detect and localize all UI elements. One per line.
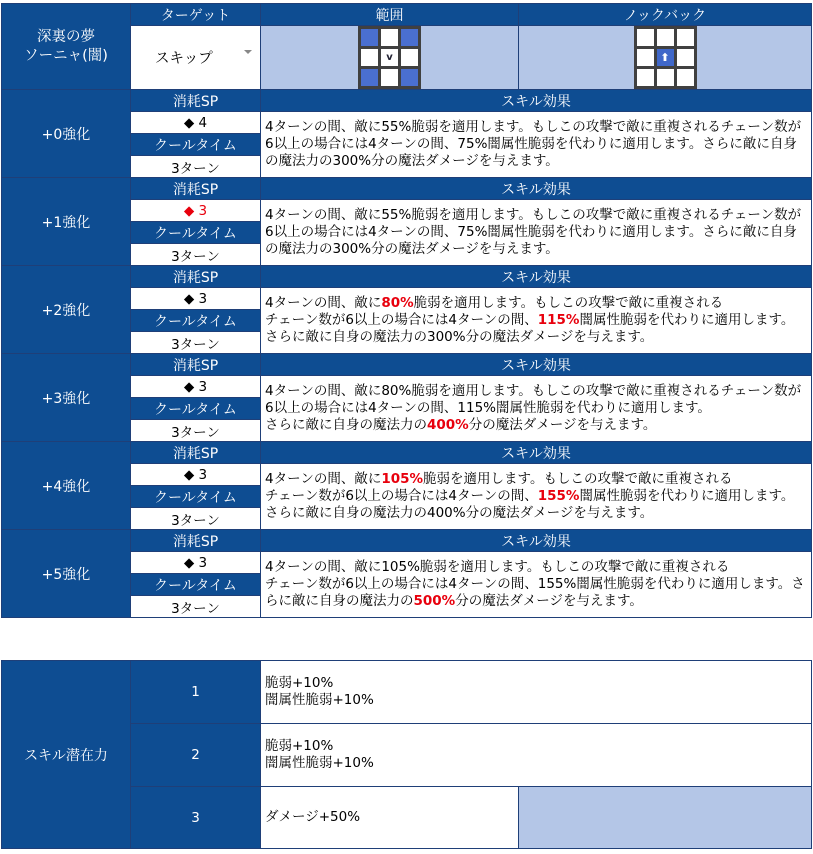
effect-segment: 4ターンの間、敵に55%脆弱を適用します。もしこの攻撃で敵に重複されるチェーン数が6以上の場合には4ターンの間、75%闇属性脆弱を代わりに適用します。さらに敵に自身の魔法力の300%分の魔法ダメージを与えます。 (265, 207, 802, 257)
range-grid-icon (358, 26, 421, 89)
range-header: 範囲 (261, 4, 519, 26)
sp-value: ◆ 3 (131, 552, 261, 574)
cooldown-value: 3ターン (131, 508, 261, 530)
potential-label: スキル潜在力 (2, 661, 131, 849)
effect-label: スキル効果 (261, 266, 812, 288)
potential-table (1, 660, 812, 849)
level-name: +0強化 (2, 90, 131, 178)
effect-highlight: 105% (381, 471, 424, 487)
effect-label: スキル効果 (261, 442, 812, 464)
effect-segment: 闇属性脆弱を代わりに適用します。さらに敵に自身の魔法力の400%分の魔法ダメージを与えます。 (265, 488, 795, 521)
sp-label: 消耗SP (131, 354, 261, 376)
effect-segment: 闇属性脆弱を代わりに適用します。さらに敵に自身の魔法力の300%分の魔法ダメージを与えます。 (265, 312, 795, 345)
level-name: +4強化 (2, 442, 131, 530)
target-header: ターゲット (131, 4, 261, 26)
character-name: 深裏の夢 ソーニャ(闇) (2, 4, 131, 90)
sp-value: ◆ 3 (131, 200, 261, 222)
cooldown-label: クールタイム (131, 486, 261, 508)
potential-number: 1 (131, 661, 261, 724)
potential-number: 3 (131, 787, 261, 849)
level-name: +5強化 (2, 530, 131, 618)
effect-label: スキル効果 (261, 354, 812, 376)
effect-segment: 4ターンの間、敵に55%脆弱を適用します。もしこの攻撃で敵に重複されるチェーン数が6以上の場合には4ターンの間、75%闇属性脆弱を代わりに適用します。さらに敵に自身の魔法力の300%分の魔法ダメージを与えます。 (265, 119, 802, 169)
cooldown-value: 3ターン (131, 244, 261, 266)
chevron-down-icon (244, 50, 252, 54)
potential-empty-cell (519, 787, 812, 849)
range-center: v (381, 49, 398, 66)
potential-text: 脆弱+10% 闇属性脆弱+10% (261, 661, 812, 724)
sp-label: 消耗SP (131, 442, 261, 464)
sp-value: ◆ 3 (131, 288, 261, 310)
effect-segment: 脆弱を適用します。もしこの攻撃で敵に重複される チェーン数が6以上の場合には4ターンの間、 (265, 471, 733, 504)
target-value: スキップ (155, 51, 213, 67)
effect-segment: 分の魔法ダメージを与えます。 (455, 593, 643, 609)
potential-text: ダメージ+50% (261, 787, 519, 849)
cooldown-label: クールタイム (131, 222, 261, 244)
sp-value: ◆ 3 (131, 464, 261, 486)
effect-text (261, 200, 812, 266)
effect-text (261, 464, 812, 530)
sp-value: ◆ 3 (131, 376, 261, 398)
effect-highlight: 115% (537, 312, 580, 328)
knockback-cell (519, 26, 812, 90)
arrow-up-icon: ⬆ (657, 49, 674, 66)
effect-segment: 4ターンの間、敵に (265, 295, 382, 311)
effect-highlight: 500% (413, 593, 456, 609)
cooldown-label: クールタイム (131, 310, 261, 332)
effect-text (261, 288, 812, 354)
skill-table (1, 3, 812, 618)
cooldown-value: 3ターン (131, 332, 261, 354)
cooldown-label: クールタイム (131, 574, 261, 596)
knockback-grid-icon (634, 26, 697, 89)
cooldown-label: クールタイム (131, 134, 261, 156)
sp-label: 消耗SP (131, 530, 261, 552)
effect-label: スキル効果 (261, 530, 812, 552)
effect-label: スキル効果 (261, 178, 812, 200)
knockback-header: ノックバック (519, 4, 812, 26)
sp-value: ◆ 4 (131, 112, 261, 134)
sp-label: 消耗SP (131, 90, 261, 112)
cooldown-value: 3ターン (131, 156, 261, 178)
cooldown-value: 3ターン (131, 420, 261, 442)
effect-segment: 4ターンの間、敵に105%脆弱を適用します。もしこの攻撃で敵に重複される チェーン数が6以上の場合には4ターンの間、155%闇属性脆弱を代わりに適用します。さらに敵に自身の魔法力の (265, 559, 805, 609)
level-name: +3強化 (2, 354, 131, 442)
effect-label: スキル効果 (261, 90, 812, 112)
effect-segment: 4ターンの間、敵に80%脆弱を適用します。もしこの攻撃で敵に重複されるチェーン数が6以上の場合には4ターンの間、115%闇属性脆弱を代わりに適用します。 さらに敵に自身の魔法力の (265, 383, 802, 433)
level-name: +2強化 (2, 266, 131, 354)
range-cell (261, 26, 519, 90)
potential-text: 脆弱+10% 闇属性脆弱+10% (261, 724, 812, 787)
effect-highlight: 80% (381, 295, 414, 311)
target-select[interactable] (131, 26, 261, 90)
effect-segment: 脆弱を適用します。もしこの攻撃で敵に重複される チェーン数が6以上の場合には4ターンの間、 (265, 295, 724, 328)
sp-label: 消耗SP (131, 266, 261, 288)
effect-text (261, 112, 812, 178)
effect-highlight: 155% (537, 488, 580, 504)
effect-highlight: 400% (427, 417, 469, 433)
cooldown-label: クールタイム (131, 398, 261, 420)
sp-label: 消耗SP (131, 178, 261, 200)
potential-number: 2 (131, 724, 261, 787)
effect-segment: 分の魔法ダメージを与えます。 (468, 417, 657, 433)
cooldown-value: 3ターン (131, 596, 261, 618)
effect-segment: 4ターンの間、敵に (265, 471, 382, 487)
effect-text (261, 552, 812, 618)
level-name: +1強化 (2, 178, 131, 266)
effect-text (261, 376, 812, 442)
